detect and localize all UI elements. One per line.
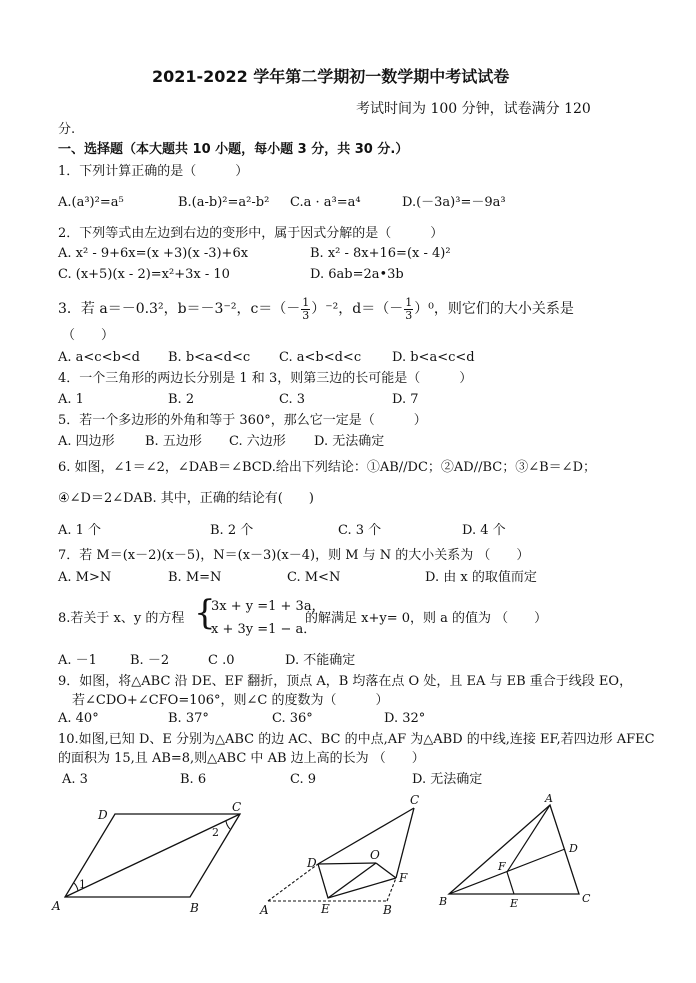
- q7-option-c[interactable]: C. M<N: [287, 570, 341, 585]
- fig2-segment-eo: [328, 863, 376, 898]
- q6-option-d[interactable]: D. 4 个: [462, 523, 506, 538]
- figure-q10-triangle: [437, 790, 597, 910]
- figure-q6-parallelogram: [50, 800, 250, 915]
- figure-q9-folded-triangle: [258, 790, 428, 920]
- q6-option-c[interactable]: C. 3 个: [338, 523, 382, 538]
- q3-frac1-numerator: 1: [302, 295, 310, 309]
- q1-stem: 1．下列计算正确的是（ ）: [58, 164, 249, 179]
- fig1-label-angle-2: 2: [212, 826, 219, 839]
- q2-option-a[interactable]: A. x² - 9+6x=(x +3)(x -3)+6x: [58, 246, 249, 261]
- q3-option-d[interactable]: D. b<a<c<d: [392, 350, 475, 365]
- q5-option-c[interactable]: C. 六边形: [229, 434, 286, 449]
- q3-frac2-numerator: 1: [405, 295, 413, 309]
- q3-answer-paren: （ ）: [62, 328, 115, 343]
- fig2-segment-do: [318, 863, 376, 864]
- q2-option-c[interactable]: C. (x+5)(x - 2)=x²+3x - 10: [58, 267, 230, 282]
- exam-info-continued: 分.: [58, 122, 76, 137]
- fig2-label-c: C: [410, 793, 420, 807]
- q7-option-d[interactable]: D. 由 x 的取值而定: [425, 570, 537, 585]
- q8-option-b[interactable]: B. －2: [130, 653, 170, 668]
- fig2-label-e: E: [321, 902, 330, 916]
- exam-info: 考试时间为 100 分钟，试卷满分 120: [356, 101, 591, 117]
- fig3-label-a: A: [545, 792, 553, 805]
- q1-option-c[interactable]: C.a · a³=a⁴: [290, 195, 361, 210]
- q8-system-brace: {: [194, 593, 216, 633]
- q6-option-b[interactable]: B. 2 个: [210, 523, 254, 538]
- q7-stem: 7．若 M＝(x－2)(x－5)，N＝(x－3)(x－4)，则 M 与 N 的大小关系为 （ ）: [58, 548, 530, 563]
- q9-option-c[interactable]: C. 36°: [272, 711, 313, 726]
- fig1-label-a: A: [52, 899, 61, 913]
- q4-option-b[interactable]: B. 2: [168, 392, 195, 407]
- q3-stem: [58, 296, 574, 322]
- q1-option-d[interactable]: D.(－3a)³=－9a³: [402, 195, 506, 210]
- fig3-label-c: C: [582, 892, 591, 905]
- q3-stem-part1: 3．若 a＝－0.3²，b＝－3⁻²，c＝（－: [58, 301, 301, 317]
- q10-option-a[interactable]: A. 3: [62, 772, 88, 787]
- q3-fraction-2: [404, 297, 413, 322]
- fig3-segment-af: [507, 805, 550, 872]
- q5-stem: 5．若一个多边形的外角和等于 360°，那么它一定是（ ）: [58, 413, 427, 428]
- q8-option-a[interactable]: A. －1: [58, 653, 97, 668]
- q3-option-b[interactable]: B. b<a<d<c: [168, 350, 251, 365]
- fig3-segment-fe: [507, 872, 514, 894]
- fig3-label-b: B: [439, 895, 448, 908]
- fig1-label-angle-1: 1: [79, 878, 86, 891]
- fig3-label-e: E: [510, 897, 519, 910]
- fig1-label-b: B: [190, 901, 199, 915]
- q10-stem-continued: 的面积为 15,且 AB=8,则△ABC 中 AB 边上高的长为 （ ）: [58, 751, 425, 766]
- q3-stem-part3: ）⁰，则它们的大小关系是: [414, 301, 574, 317]
- fig2-label-d: D: [307, 856, 317, 870]
- q2-option-d[interactable]: D. 6ab=2a•3b: [310, 267, 404, 282]
- q3-fraction-1: [301, 297, 310, 322]
- q4-stem: 4．一个三角形的两边长分别是 1 和 3，则第三边的长可能是（ ）: [58, 371, 473, 386]
- q7-option-b[interactable]: B. M=N: [168, 570, 222, 585]
- q10-option-d[interactable]: D. 无法确定: [412, 772, 483, 787]
- q3-frac1-denominator: 3: [302, 308, 310, 322]
- q4-option-c[interactable]: C. 3: [279, 392, 306, 407]
- q9-option-b[interactable]: B. 37°: [168, 711, 209, 726]
- q8-stem-suffix: 的解满足 x+y= 0，则 a 的值为 （ ）: [305, 611, 548, 626]
- page-title: 2021-2022 学年第二学期初一数学期中考试试卷: [152, 67, 510, 86]
- q2-stem: 2．下列等式由左边到右边的变形中，属于因式分解的是（ ）: [58, 226, 444, 241]
- fig2-label-f: F: [399, 871, 408, 885]
- q8-stem-prefix: 8.若关于 x、y 的方程: [58, 611, 185, 626]
- fig2-label-o: O: [370, 848, 380, 862]
- q1-option-b[interactable]: B.(a-b)²=a²-b²: [178, 195, 270, 210]
- fig1-label-d: D: [98, 808, 108, 822]
- section-title: 一、选择题（本大题共 10 小题，每小题 3 分，共 30 分.）: [58, 142, 409, 157]
- q10-option-c[interactable]: C. 9: [290, 772, 317, 787]
- q2-option-b[interactable]: B. x² - 8x+16=(x - 4)²: [310, 246, 451, 261]
- q5-option-a[interactable]: A. 四边形: [58, 434, 115, 449]
- q8-option-d[interactable]: D. 不能确定: [285, 653, 356, 668]
- q9-option-d[interactable]: D. 32°: [384, 711, 426, 726]
- fig2-side-cf: [396, 808, 414, 878]
- fig2-label-b: B: [383, 903, 392, 917]
- fig3-triangle-abc: [449, 805, 579, 894]
- q3-option-a[interactable]: A. a<c<b<d: [58, 350, 141, 365]
- q5-option-b[interactable]: B. 五边形: [145, 434, 202, 449]
- fig1-angle-2-arc: [226, 821, 230, 829]
- fig2-segment-of: [376, 863, 396, 878]
- q8-equation-2: x + 3y =1 − a．: [211, 622, 317, 637]
- fig3-label-f: F: [498, 860, 506, 873]
- q4-option-d[interactable]: D. 7: [392, 392, 419, 407]
- fig2-label-a: A: [260, 903, 269, 917]
- fig2-dashed-bf: [387, 878, 396, 901]
- q5-option-d[interactable]: D. 无法确定: [314, 434, 385, 449]
- q10-stem: 10.如图,已知 D、E 分别为△ABC 的边 AC、BC 的中点,AF 为△ABD 的中线,连接 EF,若四边形 AFEC: [58, 732, 655, 747]
- q9-stem: 9．如图，将△ABC 沿 DE、EF 翻折，顶点 A，B 均落在点 O 处，且 EA 与 EB 重合于线段 EO，: [58, 674, 633, 689]
- q4-option-a[interactable]: A. 1: [58, 392, 84, 407]
- q8-equation-1: 3x + y =1 + 3a，: [211, 599, 325, 614]
- fig3-label-d: D: [569, 842, 578, 855]
- fig2-side-dc: [318, 808, 414, 864]
- q9-option-a[interactable]: A. 40°: [58, 711, 99, 726]
- fig1-angle-1-arc: [74, 883, 78, 891]
- q7-option-a[interactable]: A. M>N: [58, 570, 112, 585]
- q6-stem: 6. 如图，∠1＝∠2，∠DAB＝∠BCD.给出下列结论：①AB//DC；②AD//BC；③∠B＝∠D；: [58, 460, 596, 475]
- q3-frac2-denominator: 3: [405, 308, 413, 322]
- fig1-label-c: C: [232, 800, 242, 814]
- q8-option-c[interactable]: C .0: [208, 653, 235, 668]
- q10-option-b[interactable]: B. 6: [180, 772, 207, 787]
- q9-stem-continued: 若∠CDO+∠CFO=106°，则∠C 的度数为（ ）: [72, 693, 389, 708]
- q3-option-c[interactable]: C. a<b<d<c: [279, 350, 362, 365]
- q1-option-a[interactable]: A.(a³)²=a⁵: [58, 195, 124, 210]
- q6-stem-continued: ④∠D＝2∠DAB. 其中，正确的结论有( ): [58, 491, 314, 506]
- q3-stem-part2: ）⁻²，d＝（－: [311, 301, 404, 317]
- q6-option-a[interactable]: A. 1 个: [58, 523, 102, 538]
